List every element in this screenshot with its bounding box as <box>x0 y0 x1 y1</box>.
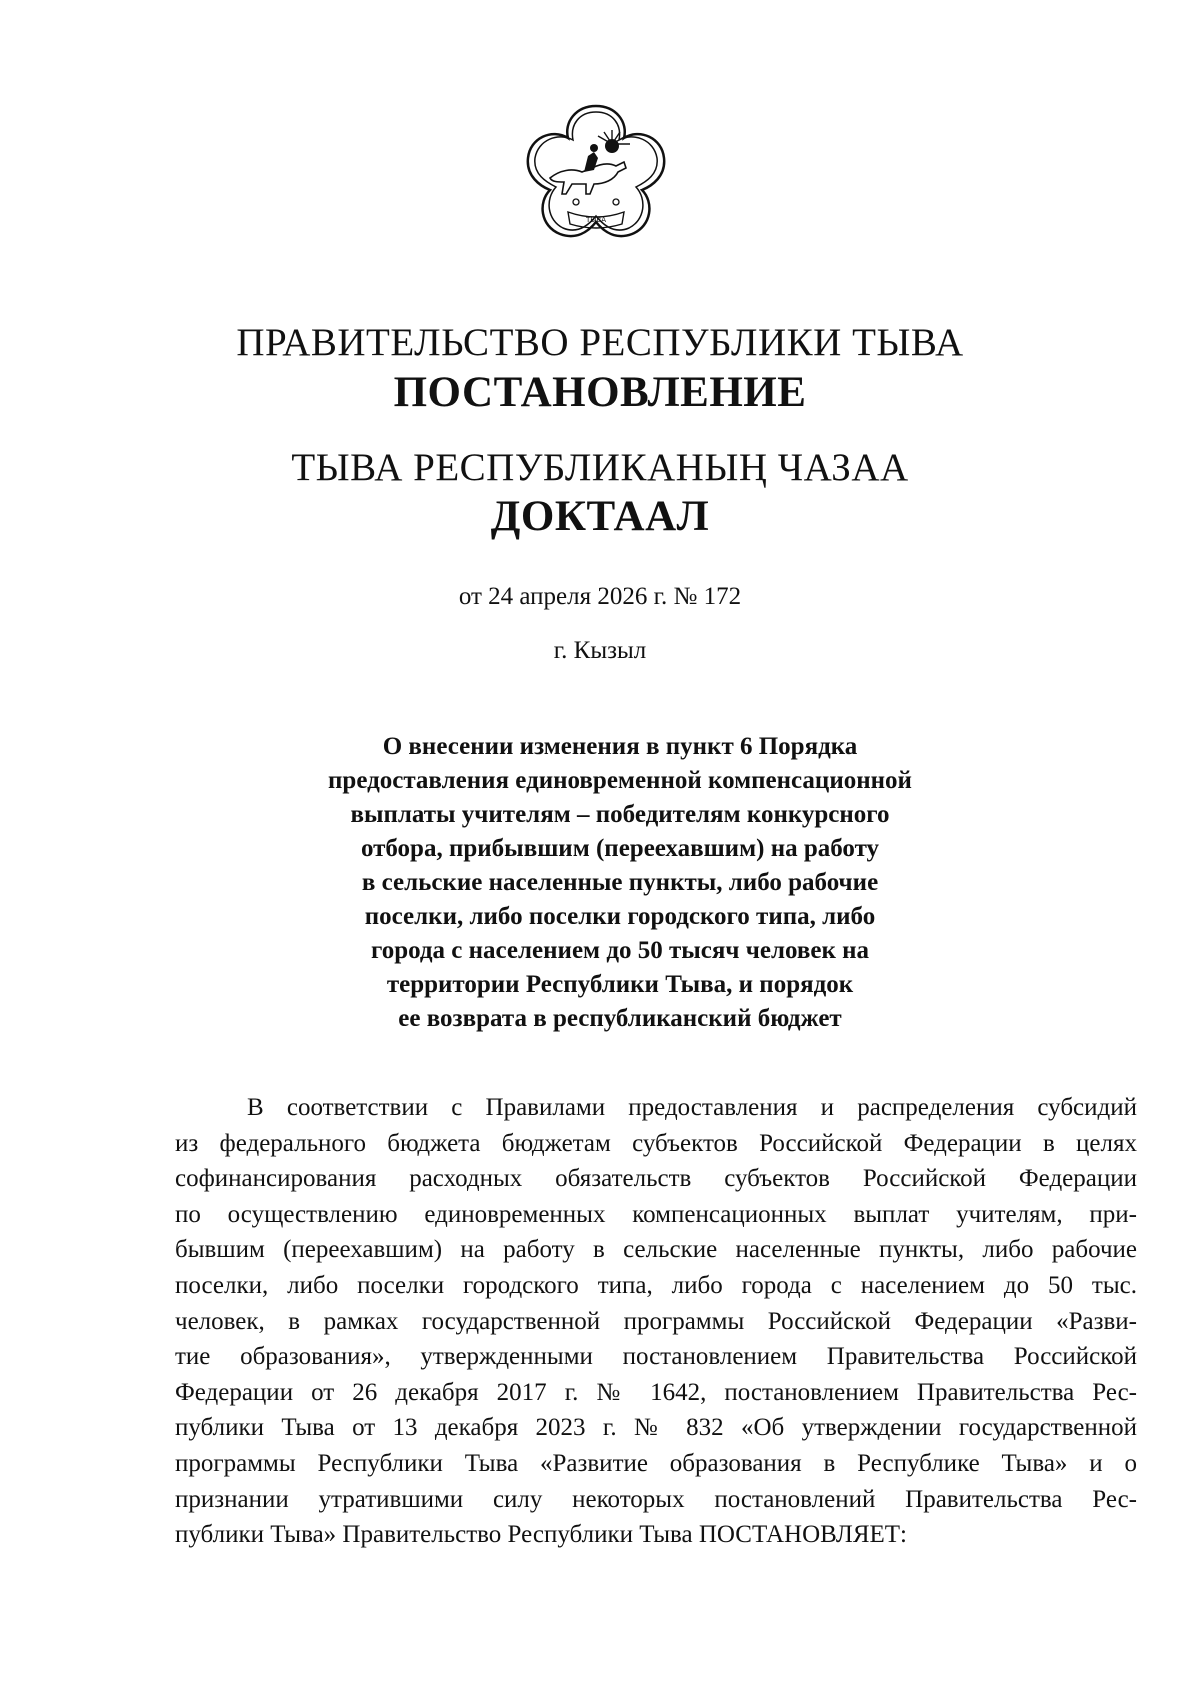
body-line: по осуществлению единовременных компенсационных выплат учителям, при- <box>175 1200 1137 1228</box>
document-type-ru: ПОСТАНОВЛЕНИЕ <box>393 369 807 416</box>
tuva-emblem-icon <box>520 98 672 250</box>
title-line: города с населением до 50 тысяч человек на <box>370 937 870 964</box>
body-line: публики Тыва» Правительство Республики Тыва ПОСТАНОВЛЯЕТ: <box>175 1521 907 1549</box>
body-line: программы Республики Тыва «Развитие образования в Республике Тыва» и о <box>175 1449 1137 1477</box>
title-line: выплаты учителям – победителям конкурсного <box>350 801 890 828</box>
government-name-tyvan: ТЫВА РЕСПУБЛИКАНЫҢ ЧАЗАА <box>291 446 909 489</box>
body-line: софинансирования расходных обязательств субъектов Российской Федерации <box>175 1165 1137 1193</box>
title-line: предоставления единовременной компенсационной <box>328 767 912 794</box>
body-line: из федерального бюджета бюджетам субъектов Российской Федерации в целях <box>175 1129 1137 1157</box>
body-line: В соответствии с Правилами предоставления и распределения субсидий <box>247 1094 1137 1121</box>
title-line: О внесении изменения в пункт 6 Порядка <box>382 733 858 760</box>
body-line: публики Тыва от 13 декабря 2023 г. № 832 «Об утверждении государственной <box>175 1414 1137 1442</box>
title-line: поселки, либо поселки городского типа, либо <box>364 903 876 930</box>
government-name-ru: ПРАВИТЕЛЬСТВО РЕСПУБЛИКИ ТЫВА <box>236 321 964 364</box>
title-line: территории Республики Тыва, и порядок <box>386 971 854 998</box>
body-line: тие образования», утвержденными постановлением Правительства Российской <box>175 1343 1137 1371</box>
document-city: г. Кызыл <box>553 637 647 664</box>
svg-text:ТЫВА: ТЫВА <box>585 216 607 224</box>
body-line: человек, в рамках государственной программы Российской Федерации «Разви- <box>175 1307 1137 1335</box>
document-type-tyvan: ДОКТААЛ <box>490 493 710 540</box>
title-line: ее возврата в республиканский бюджет <box>398 1005 842 1032</box>
document-title <box>300 730 940 1036</box>
document-date-number: от 24 апреля 2026 г. № 172 <box>458 583 742 610</box>
title-line: в сельские населенные пункты, либо рабочие <box>361 869 879 896</box>
body-line: Федерации от 26 декабря 2017 г. № 1642, постановлением Правительства Рес- <box>175 1378 1137 1406</box>
body-line: бывшим (переехавшим) на работу в сельские населенные пункты, либо рабочие <box>175 1236 1137 1264</box>
title-line: отбора, прибывшим (переехавшим) на работу <box>360 835 880 862</box>
body-line: поселки, либо поселки городского типа, либо города с населением до 50 тыс. <box>175 1271 1137 1299</box>
body-line: признании утратившими силу некоторых постановлений Правительства Рес- <box>175 1485 1137 1513</box>
preamble-paragraph <box>175 1090 1137 1553</box>
